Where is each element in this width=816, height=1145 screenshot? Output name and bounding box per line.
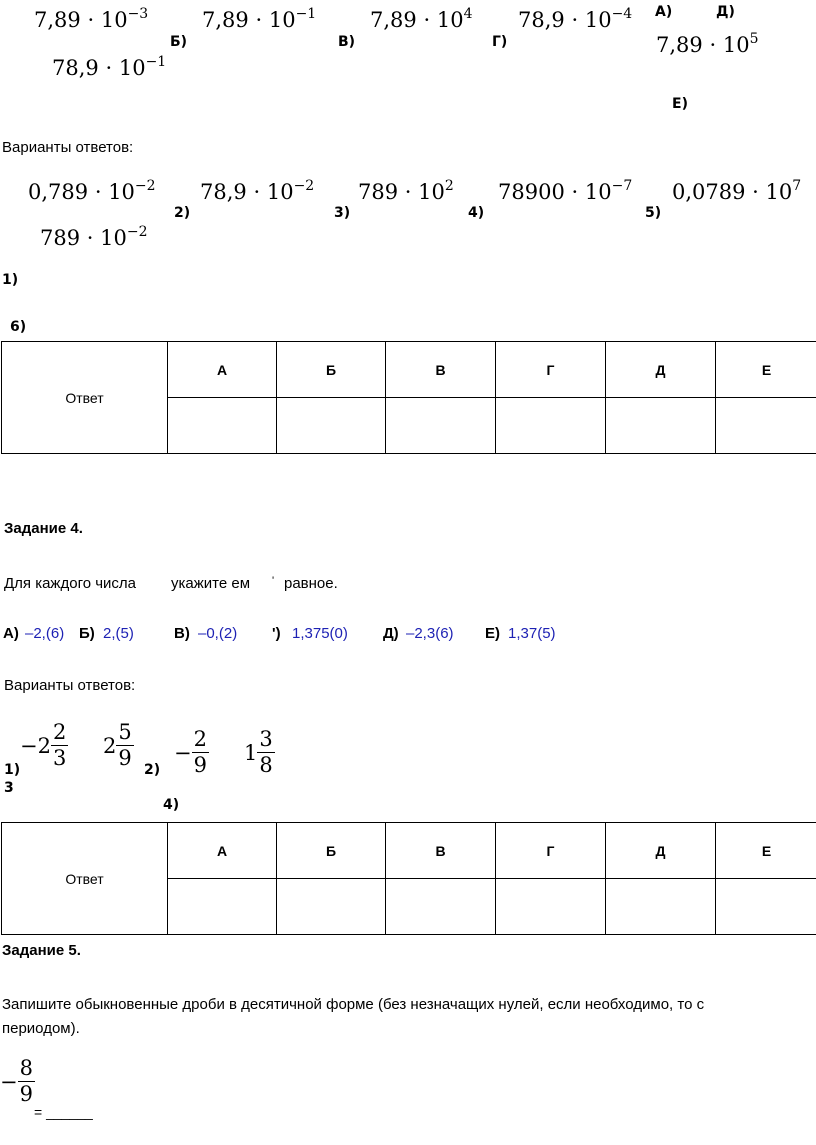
task4-title: Задание 4. [4,520,83,537]
answer-option-4: $78900 \cdot 10^{-7}$ [498,178,633,204]
answer-option-3: $789 \cdot 10^2$ [358,178,454,204]
answer-table-4 [1,822,816,935]
task4-instruction-part3: равное. [284,575,338,592]
expression-c: $7,89 \cdot 10^4$ [370,6,473,32]
table-header-b: Б [277,342,386,398]
item-f-label: Е) [485,625,500,642]
variants-title-4: Варианты ответов: [4,677,136,694]
item-f-value: 1,37(5) [508,625,556,642]
table-row-label: Ответ [2,823,168,935]
answer-label-1: 1) [2,272,19,288]
answer-option-1: $0,789 \cdot 10^{-2}$ [28,178,156,204]
answer-label-4: 4) [468,205,485,221]
answer-cell-c[interactable] [386,398,496,454]
item-d-label: ') [272,625,281,642]
item-c-label: В) [174,625,190,642]
task5-instruction-line2: периодом). [2,1020,80,1037]
fraction-label-4: 4) [163,797,180,813]
item-b-value: 2,(5) [103,625,134,642]
fraction-option-2: 2 $\frac{5}{9}$ [103,720,132,770]
answer-cell-a[interactable] [168,879,277,935]
label-c: В) [338,34,356,50]
item-a-label: А) [3,625,19,642]
table-header-e: Д [606,342,716,398]
item-d-value: 1,375(0) [292,625,348,642]
answer-cell-e[interactable] [606,398,716,454]
answer-option-2: $78,9 \cdot 10^{-2}$ [200,178,315,204]
answer-cell-d[interactable] [496,879,606,935]
item-c-value: –0,(2) [198,625,238,642]
label-b: Б) [170,34,188,50]
table-header-a: А [168,342,277,398]
table-header-d: Г [496,342,606,398]
fraction-label-3: 3 [4,780,14,796]
answer-label-6: 6) [10,319,27,335]
answer-cell-f[interactable] [716,398,816,454]
task4-instruction-part1: Для каждого числа [4,575,137,592]
answer-cell-b[interactable] [277,398,386,454]
label-f: Е) [672,96,688,112]
answer-label-2: 2) [174,205,191,221]
task4-instruction-part2: укажите ем [171,575,251,592]
task4-instruction-tick: ' [272,575,275,587]
table-row-label: Ответ [2,342,168,454]
expression-b: $7,89 \cdot 10^{-1}$ [202,6,317,32]
expression-f: $78,9 \cdot 10^{-1}$ [52,54,167,80]
answer-cell-d[interactable] [496,398,606,454]
table-header-d: Г [496,823,606,879]
fraction-option-3: − $\frac{2}{9}$ [174,727,207,777]
label-a: А) [655,4,673,20]
answer-option-6: $789 \cdot 10^{-2}$ [40,224,148,250]
fraction-option-1: − 2 $\frac{2}{3}$ [20,720,67,770]
answer-label-5: 5) [645,205,662,221]
answer-cell-c[interactable] [386,879,496,935]
answer-label-3: 3) [334,205,351,221]
answer-cell-b[interactable] [277,879,386,935]
task5-answer-blank[interactable]: = ______ [34,1104,93,1120]
fraction-label-2: 2) [144,762,161,778]
answer-option-5: $0,0789 \cdot 10^7$ [672,178,802,204]
table-header-f: Е [716,823,816,879]
expression-e: $7,89 \cdot 10^5$ [656,31,759,57]
label-d: Г) [492,34,508,50]
task5-title: Задание 5. [2,942,81,959]
label-e: Д) [716,4,735,20]
table-header-c: В [386,342,496,398]
answer-cell-a[interactable] [168,398,277,454]
table-header-b: Б [277,823,386,879]
table-header-c: В [386,823,496,879]
answer-cell-e[interactable] [606,879,716,935]
fraction-option-4: 1 $\frac{3}{8}$ [244,727,273,777]
item-b-label: Б) [79,625,95,642]
task5-fraction: − $\frac{8}{9}$ [0,1056,33,1106]
item-e-value: –2,3(6) [406,625,454,642]
expression-d: $78,9 \cdot 10^{-4}$ [518,6,633,32]
variants-title-3: Варианты ответов: [2,139,134,156]
answer-table-3 [1,341,816,454]
fraction-label-1: 1) [4,762,21,778]
table-header-f: Е [716,342,816,398]
item-a-value: –2,(6) [25,625,65,642]
expression-a: $7,89 \cdot 10^{-3}$ [34,6,149,32]
answer-cell-f[interactable] [716,879,816,935]
table-header-a: А [168,823,277,879]
task5-instruction-line1: Запишите обыкновенные дроби в десятичной форме (без незначащих нулей, если необходимо, то с [2,996,705,1013]
item-e-label: Д) [383,625,399,642]
table-header-e: Д [606,823,716,879]
